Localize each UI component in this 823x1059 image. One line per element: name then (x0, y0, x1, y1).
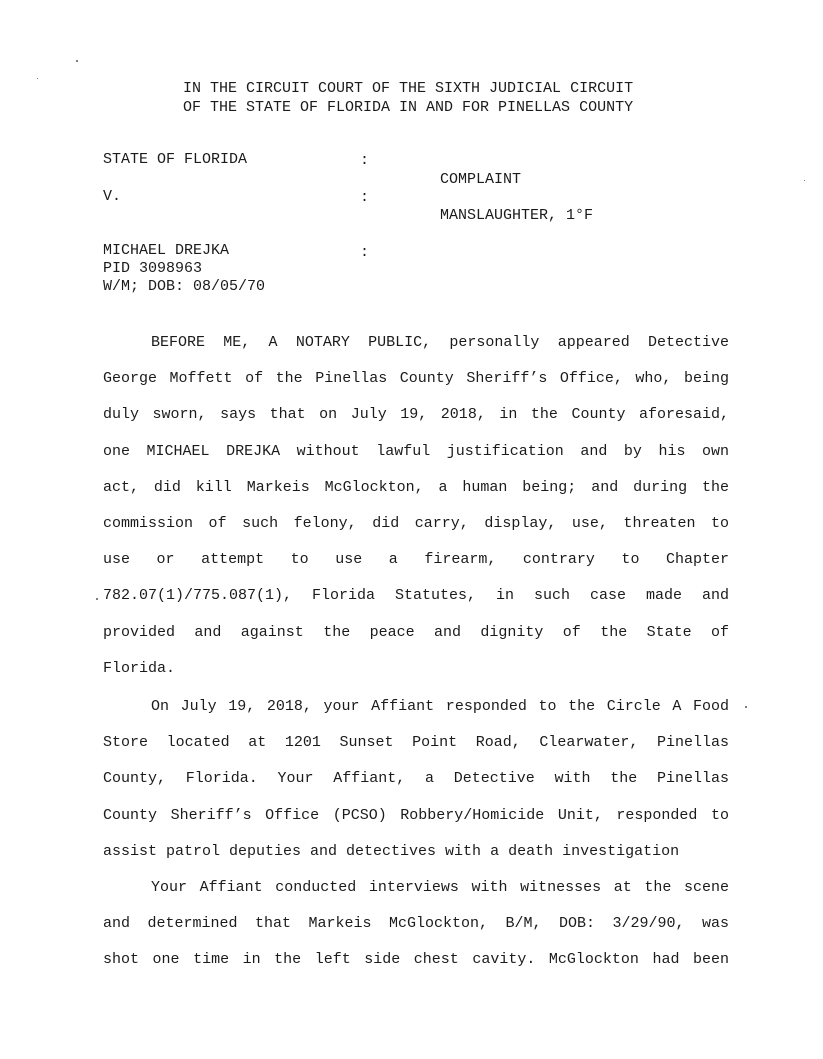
scan-speck (745, 706, 747, 708)
paragraph-line: Your Affiant conducted interviews with witnesses at the scene (151, 879, 729, 896)
versus-label: V. (103, 188, 122, 205)
paragraph-line: BEFORE ME, A NOTARY PUBLIC, personally appeared Detective (151, 334, 729, 351)
body-paragraph-1 (103, 325, 729, 687)
paragraph-line: use or attempt to use a firearm, contrary to Chapter (103, 551, 729, 569)
court-header-line-1: IN THE CIRCUIT COURT OF THE SIXTH JUDICIAL CIRCUIT (183, 80, 634, 97)
paragraph-line: 782.07(1)/775.087(1), Florida Statutes, in such case made and (103, 587, 729, 605)
court-header-line-2: OF THE STATE OF FLORIDA IN AND FOR PINELLAS COUNTY (183, 99, 634, 116)
paragraph-line: and determined that Markeis McGlockton, B/M, DOB: 3/29/90, was (103, 915, 729, 933)
scan-speck (76, 60, 78, 62)
charge-label: MANSLAUGHTER, 1°F (440, 207, 594, 224)
defendant-info: W/M; DOB: 08/05/70 (103, 278, 266, 295)
paragraph-line: act, did kill Markeis McGlockton, a human being; and during the (103, 478, 729, 496)
paragraph-line: George Moffett of the Pinellas County Sheriff’s Office, who, being (103, 370, 729, 388)
scan-speck (96, 598, 98, 600)
defendant-name: MICHAEL DREJKA (103, 242, 230, 259)
defendant-pid: PID 3098963 (103, 260, 203, 277)
caption-colon: : (360, 152, 370, 169)
paragraph-line: County Sheriff’s Office (PCSO) Robbery/Homicide Unit, responded to (103, 806, 729, 824)
plaintiff-name: STATE OF FLORIDA (103, 151, 248, 168)
body-paragraph-3 (103, 870, 729, 979)
paragraph-line: shot one time in the left side chest cavity. McGlockton had been (103, 951, 729, 969)
paragraph-line: provided and against the peace and dignity of the State of (103, 623, 729, 641)
caption-colon: : (360, 189, 370, 206)
paragraph-line: On July 19, 2018, your Affiant responded to the Circle A Food (151, 698, 729, 715)
body-paragraph-2 (103, 689, 729, 870)
paragraph-line: one MICHAEL DREJKA without lawful justification and by his own (103, 442, 729, 460)
paragraph-line: commission of such felony, did carry, display, use, threaten to (103, 514, 729, 532)
paragraph-line: assist patrol deputies and detectives with a death investigation (103, 842, 680, 860)
caption-colon: : (360, 244, 370, 261)
paragraph-line: Florida. (103, 659, 176, 677)
paragraph-line: Store located at 1201 Sunset Point Road, Clearwater, Pinellas (103, 734, 729, 752)
document-type: COMPLAINT (440, 171, 522, 188)
scan-speck (804, 180, 805, 181)
scan-speck (37, 78, 38, 79)
paragraph-line: duly sworn, says that on July 19, 2018, in the County aforesaid, (103, 406, 729, 424)
paragraph-line: County, Florida. Your Affiant, a Detective with the Pinellas (103, 770, 729, 788)
